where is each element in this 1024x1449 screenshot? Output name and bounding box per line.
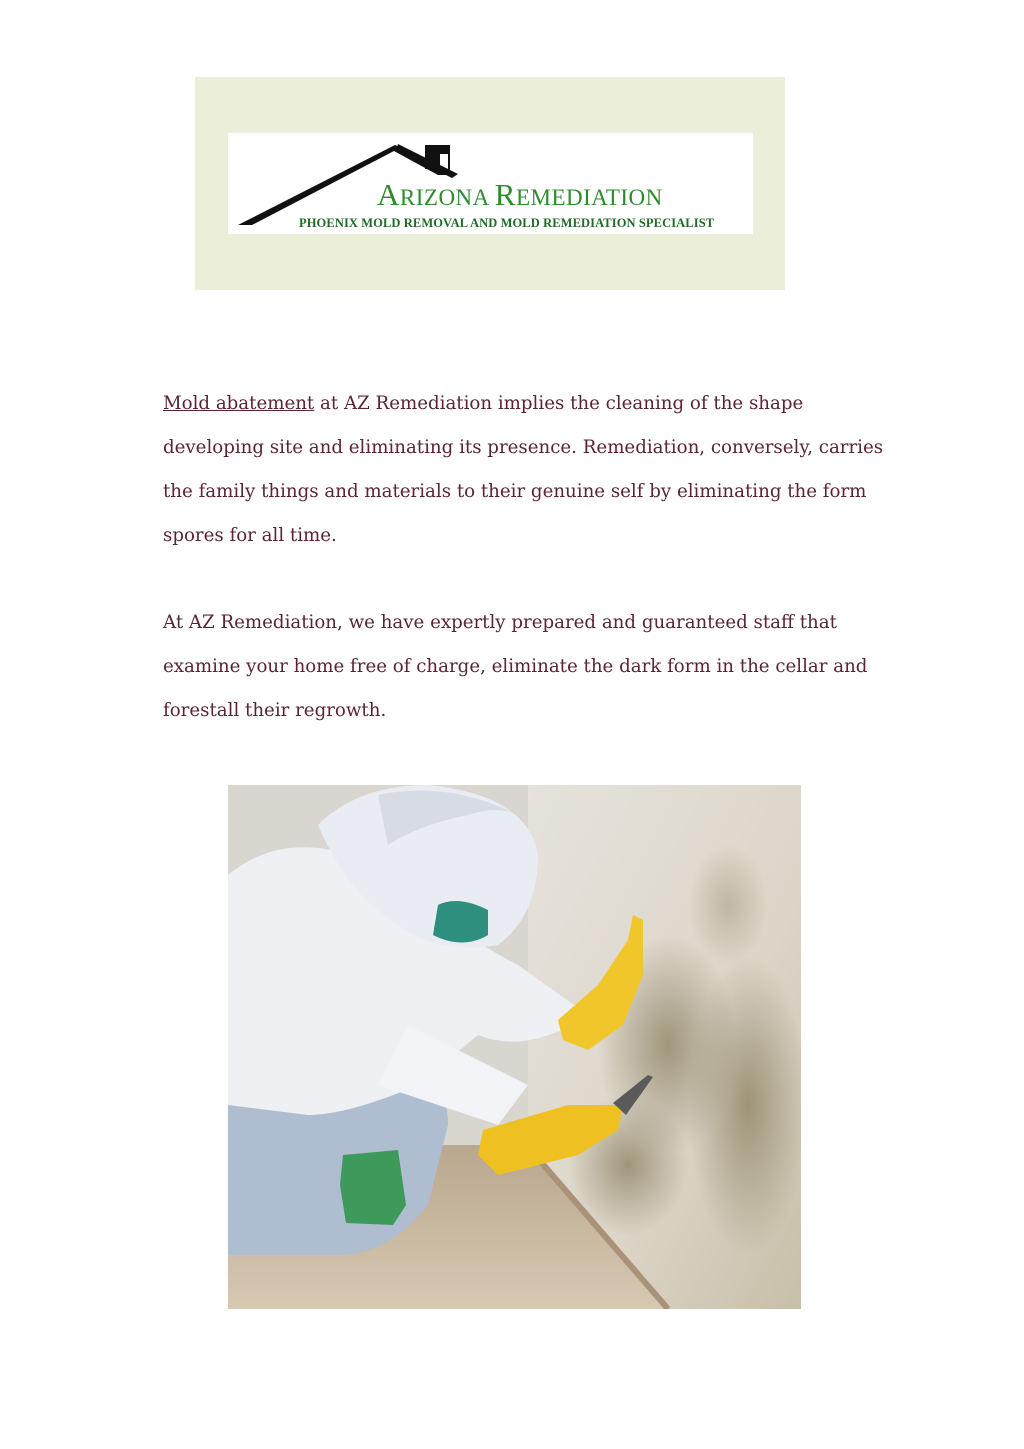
intro-paragraph-text: at AZ Remediation implies the cleaning of the shape developing site and eliminating its presence. Remediation, conversely, carries the family things and materials to their genuine self by eliminating the form spores for all time. <box>163 393 884 546</box>
logo-tagline: PHOENIX MOLD REMOVAL AND MOLD REMEDIATION SPECIALIST <box>299 216 715 230</box>
mold-abatement-link[interactable]: Mold abatement <box>163 393 315 414</box>
services-paragraph: At AZ Remediation, we have expertly prepared and guaranteed staff that examine your home free of charge, eliminate the dark form in the cellar and forestall their regrowth. <box>163 612 868 721</box>
logo-banner <box>195 77 785 290</box>
mold-removal-photo <box>228 785 801 1309</box>
arizona-remediation-logo <box>228 133 753 234</box>
intro-paragraph <box>163 382 903 558</box>
logo-title: ARIZONA REMEDIATION <box>377 177 663 212</box>
